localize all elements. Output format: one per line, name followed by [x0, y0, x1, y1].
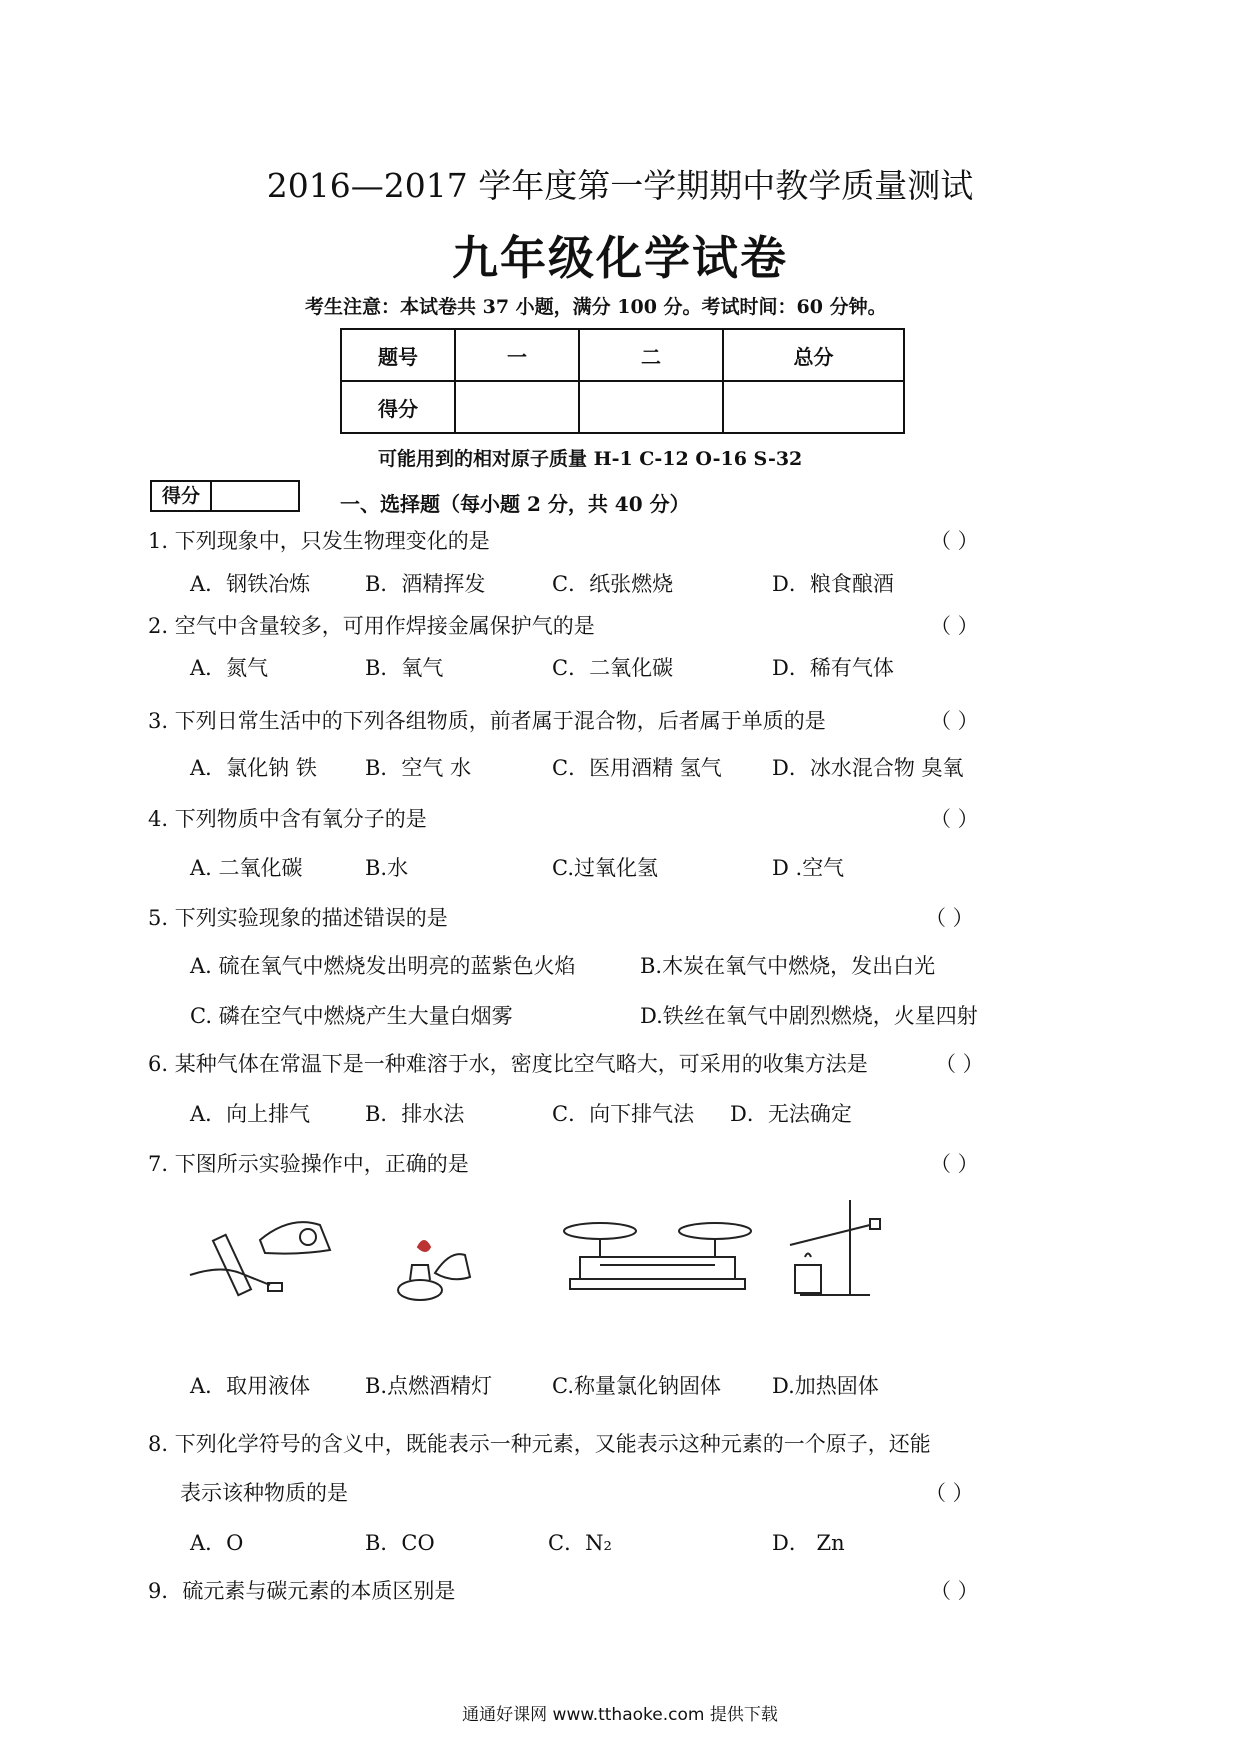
question-stem: 2. 空气中含量较多，可用作焊接金属保护气的是	[148, 614, 595, 638]
question-option: C.过氧化氢	[552, 856, 658, 880]
score-table-cell: 一	[455, 329, 579, 381]
section-score-box	[150, 480, 300, 512]
score-table-cell: 题号	[341, 329, 455, 381]
question-option: A．向上排气	[190, 1102, 311, 1126]
answer-bracket: （ ）	[930, 529, 979, 553]
answer-bracket: （ ）	[930, 709, 979, 733]
exam-notice: 考生注意：本试卷共 37 小题，满分 100 分。考试时间：60 分钟。	[305, 296, 887, 318]
question-option: B．CO	[365, 1531, 435, 1555]
question-option: C．二氧化碳	[552, 656, 674, 680]
heat-solid-figure	[790, 1200, 880, 1295]
score-table-cell	[579, 381, 723, 433]
download-footer: 通通好课网 www.tthaoke.com 提供下载	[462, 1705, 778, 1725]
answer-bracket: （ ）	[930, 614, 979, 638]
question-option: A．钢铁冶炼	[190, 572, 311, 596]
question-stem: 1. 下列现象中，只发生物理变化的是	[148, 529, 490, 553]
question-stem: 6. 某种气体在常温下是一种难溶于水，密度比空气略大，可采用的收集方法是	[148, 1052, 868, 1076]
question-stem: 8. 下列化学符号的含义中，既能表示一种元素，又能表示这种元素的一个原子，还能	[148, 1432, 931, 1456]
score-table-score-row	[341, 381, 904, 433]
question-option: D.加热固体	[772, 1374, 879, 1398]
question-stem: 7. 下图所示实验操作中，正确的是	[148, 1152, 469, 1176]
question-option: A．O	[190, 1531, 244, 1555]
question-option: A. 二氧化碳	[190, 856, 303, 880]
lab-operation-figures	[180, 1195, 940, 1305]
atomic-masses: 可能用到的相对原子质量 H-1 C-12 O-16 S-32	[378, 448, 803, 470]
answer-bracket: （ ）	[930, 1579, 979, 1603]
question-option: C．N₂	[548, 1531, 612, 1555]
question-option: B.水	[365, 856, 409, 880]
question-option: A．取用液体	[190, 1374, 311, 1398]
question-stem-continued: 表示该种物质的是	[180, 1481, 348, 1505]
section-title: 一、选择题（每小题 2 分，共 40 分）	[340, 492, 690, 516]
score-table-cell	[455, 381, 579, 433]
balance-figure	[564, 1223, 751, 1289]
answer-bracket: （ ）	[925, 906, 974, 930]
score-table	[340, 328, 905, 434]
pour-liquid-figure	[190, 1222, 330, 1295]
question-stem: 9．硫元素与碳元素的本质区别是	[148, 1579, 456, 1603]
question-option: B.木炭在氧气中燃烧，发出白光	[640, 954, 936, 978]
answer-bracket: （ ）	[925, 1481, 974, 1505]
question-option: B.点燃酒精灯	[365, 1374, 493, 1398]
question-option: D．无法确定	[730, 1102, 852, 1126]
question-option: D．冰水混合物 臭氧	[772, 756, 964, 780]
question-option: D． Zn	[772, 1531, 845, 1555]
question-option: A．氮气	[190, 656, 269, 680]
question-option: A．氯化钠 铁	[190, 756, 317, 780]
question-option: D．稀有气体	[772, 656, 894, 680]
score-table-cell: 得分	[341, 381, 455, 433]
score-table-cell: 二	[579, 329, 723, 381]
score-table-header-row	[341, 329, 904, 381]
score-table-cell	[723, 381, 904, 433]
question-option: B．排水法	[365, 1102, 465, 1126]
question-option: B．氧气	[365, 656, 444, 680]
question-option: B．空气 水	[365, 756, 472, 780]
exam-year-title: 2016—2017 学年度第一学期期中教学质量测试	[266, 166, 974, 205]
question-stem: 3. 下列日常生活中的下列各组物质，前者属于混合物，后者属于单质的是	[148, 709, 826, 733]
answer-bracket: （ ）	[930, 1152, 979, 1176]
question-option: D．粮食酿酒	[772, 572, 894, 596]
question-option: A. 硫在氧气中燃烧发出明亮的蓝紫色火焰	[190, 954, 576, 978]
question-option: C. 磷在空气中燃烧产生大量白烟雾	[190, 1004, 513, 1028]
score-box-label: 得分	[152, 482, 212, 510]
question-option: C.称量氯化钠固体	[552, 1374, 721, 1398]
score-table-cell: 总分	[723, 329, 904, 381]
question-option: C．医用酒精 氢气	[552, 756, 722, 780]
question-option: C．纸张燃烧	[552, 572, 674, 596]
alcohol-lamp-figure	[398, 1241, 470, 1300]
question-option: D.铁丝在氧气中剧烈燃烧，火星四射	[640, 1004, 978, 1028]
question-stem: 5. 下列实验现象的描述错误的是	[148, 906, 448, 930]
question-option: B．酒精挥发	[365, 572, 486, 596]
question-option: D .空气	[772, 856, 845, 880]
answer-bracket: （ ）	[935, 1052, 984, 1076]
answer-bracket: （ ）	[930, 807, 979, 831]
exam-subject-title: 九年级化学试卷	[452, 231, 788, 285]
question-stem: 4. 下列物质中含有氧分子的是	[148, 807, 427, 831]
question-option: C．向下排气法	[552, 1102, 695, 1126]
